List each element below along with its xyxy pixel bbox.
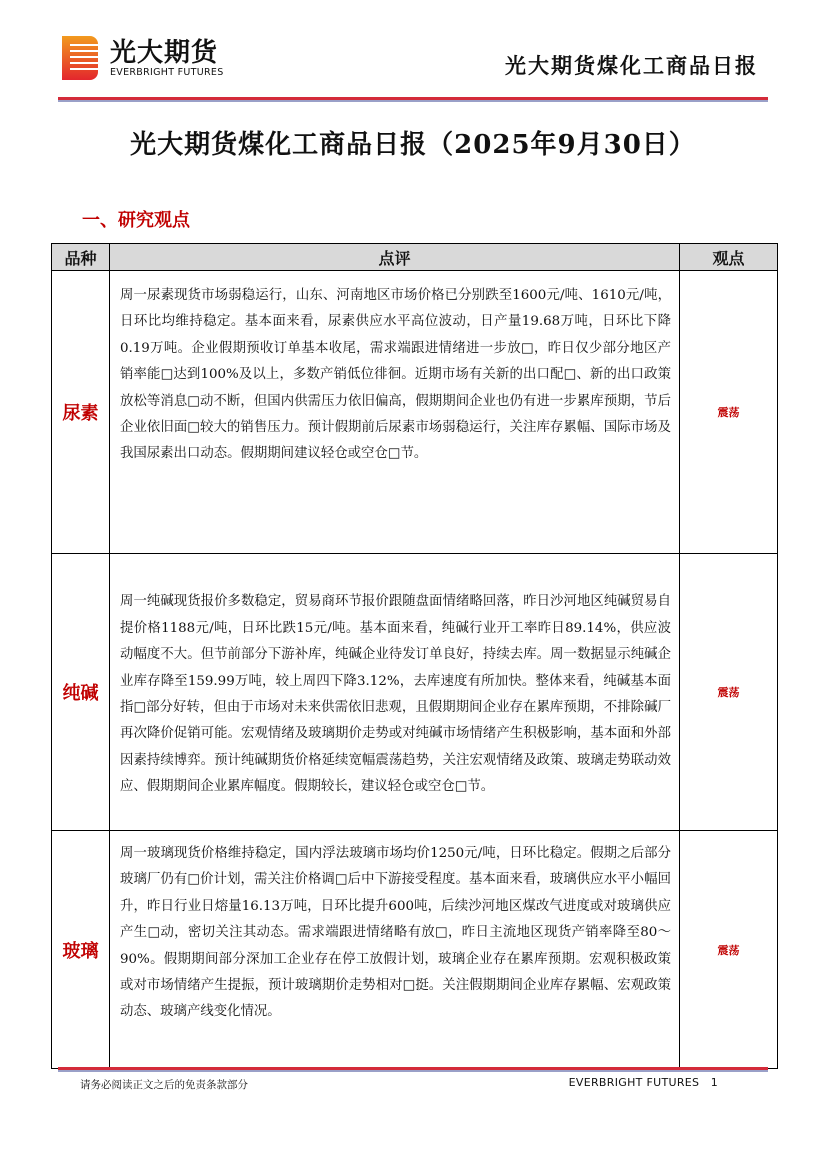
footer-brand-text: EVERBRIGHT FUTURES — [568, 1076, 700, 1089]
logo-en: EVERBRIGHT FUTURES — [110, 66, 224, 78]
comment-text: 周一尿素现货市场弱稳运行，山东、河南地区市场价格已分别跌至1600元/吨、1610元/吨，日环比均维持稳定。基本面来看，尿素供应水平高位波动，日产量19.68万吨，日环比下降0.19万吨。企业假期预收订单基本收尾，需求端跟进情绪进一步放□，昨日仅少部分地区产销率能□达到100%及以上，多数产销低位徘徊。近期市场有关新的出口配□、新的出口政策放松等消息□动不断，但国内供需压力依旧偏高，假期期间企业也仍有进一步累库预期，节后企业依旧面□较大的销售压力。预计假期前后尿素市场弱稳运行，关注库存累幅、国际市场及我国尿素出口动态。假期期间建议轻仓或空仓□节。 — [110, 271, 680, 554]
view-text: 震荡 — [680, 271, 778, 554]
col-header-product: 品种 — [52, 244, 110, 271]
table-row — [52, 554, 778, 831]
table-row — [52, 831, 778, 1069]
product-name: 尿素 — [52, 271, 110, 554]
disclaimer-note: 请务必阅读正文之后的免责条款部分 — [80, 1079, 248, 1091]
col-header-view: 观点 — [680, 244, 778, 271]
page-number: 1 — [710, 1076, 718, 1089]
table-row — [52, 271, 778, 554]
page-title: 光大期货煤化工商品日报（2025年9月30日） — [130, 130, 696, 160]
header-report-name: 光大期货煤化工商品日报 — [505, 53, 758, 78]
view-text: 震荡 — [680, 554, 778, 831]
product-name: 玻璃 — [52, 831, 110, 1069]
col-header-comment: 点评 — [110, 244, 680, 271]
comment-text: 周一纯碱现货报价多数稳定，贸易商环节报价跟随盘面情绪略回落，昨日沙河地区纯碱贸易自提价格1188元/吨，日环比跌15元/吨。基本面来看，纯碱行业开工率昨日89.14%，供应波动幅度不大。但节前部分下游补库，纯碱企业待发订单良好，持续去库。周一数据显示纯碱企业库存降至159.99万吨，较上周四下降3.12%，去库速度有所加快。整体来看，纯碱基本面指□部分好转，但由于市场对未来供需依旧悲观，且假期期间企业存在累库预期，不排除碱厂再次降价促销可能。宏观情绪及玻璃期价走势或对纯碱市场情绪产生积极影响，基本面和外部因素持续博弈。预计纯碱期货价格延续宽幅震荡趋势，关注宏观情绪及政策、玻璃走势联动效应、假期期间企业累库幅度。假期较长，建议轻仓或空仓□节。 — [110, 554, 680, 831]
comment-text: 周一玻璃现货价格维持稳定，国内浮法玻璃市场均价1250元/吨，日环比稳定。假期之后部分玻璃厂仍有□价计划，需关注价格调□后中下游接受程度。基本面来看，玻璃供应水平小幅回升，昨日行业日熔量16.13万吨，日环比提升600吨，后续沙河地区煤改气进度或对玻璃供应产生□动，密切关注其动态。需求端跟进情绪略有放□，昨日主流地区现货产销率降至80～90%。假期期间部分深加工企业存在停工放假计划，玻璃企业存在累库预期。宏观积极政策或对市场情绪产生提振，预计玻璃期价走势相对□挺。关注假期期间企业库存累幅、宏观政策动态、玻璃产线变化情况。 — [110, 831, 680, 1069]
header-divider — [58, 97, 768, 102]
footer-divider — [58, 1067, 768, 1072]
research-table — [51, 243, 778, 1069]
logo-mark-icon — [62, 36, 98, 80]
footer-brand — [569, 1076, 718, 1089]
section-heading: 一、研究观点 — [82, 210, 190, 231]
view-text: 震荡 — [680, 831, 778, 1069]
logo-cn: 光大期货 — [110, 37, 219, 68]
company-logo — [62, 36, 224, 80]
product-name: 纯碱 — [52, 554, 110, 831]
